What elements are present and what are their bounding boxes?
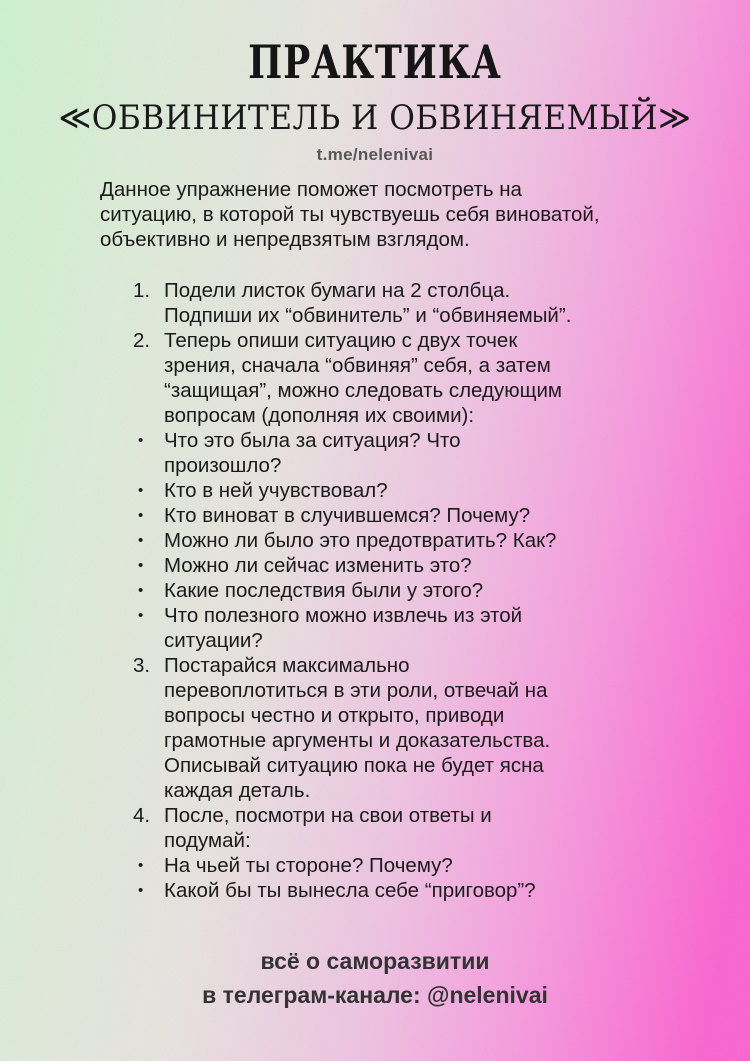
list-item — [133, 503, 750, 528]
page-subtitle — [0, 98, 750, 138]
exercise-list — [133, 278, 750, 903]
intro-paragraph: Данное упражнение поможет посмотреть на ситуацию, в которой ты чувствуешь себя виноватой, объективно и непредвзятым взглядом. — [100, 178, 600, 251]
list-item-text: Кто виноват в случившемся? Почему? — [164, 504, 531, 527]
page-title — [0, 38, 750, 88]
list-item-text: Что полезного можно извлечь из этой ситуации? — [164, 604, 523, 652]
list-item — [133, 578, 750, 603]
list-item-text: Теперь опиши ситуацию с двух точек зрения, сначала “обвиняя” себя, а затем “защищая”, можно следовать следующим вопросам (дополняя их своими): — [164, 329, 562, 427]
list-item — [133, 478, 750, 503]
list-item-marker: • — [138, 607, 144, 624]
list-item-marker: • — [138, 857, 144, 874]
list-item-text: Постарайся максимально перевоплотиться в эти роли, отвечай на вопросы честно и открыто, приводи грамотные аргументы и доказательства. Описывай ситуацию пока не будет ясна каждая деталь. — [164, 654, 551, 802]
list-item — [133, 878, 750, 903]
page-subtitle-text: ≪ОБВИНИТЕЛЬ И ОБВИНЯЕМЫЙ≫ — [58, 98, 692, 138]
list-item-text: После, посмотри на свои ответы и подумай: — [164, 804, 492, 852]
list-item — [133, 803, 750, 853]
list-item-text: Можно ли сейчас изменить это? — [164, 554, 472, 577]
list-item — [133, 653, 750, 803]
list-item-marker: • — [138, 482, 144, 499]
list-item-marker: • — [138, 432, 144, 449]
list-item-text: Можно ли было это предотвратить? Как? — [164, 529, 557, 552]
list-item — [133, 278, 750, 328]
list-item-marker: 2. — [133, 329, 151, 352]
list-item-marker: 1. — [133, 279, 151, 302]
footer-channel: в телеграм-канале: @nelenivai — [202, 982, 548, 1008]
list-item — [133, 603, 750, 653]
list-item-marker: • — [138, 532, 144, 549]
list-item-marker: • — [138, 507, 144, 524]
list-item — [133, 528, 750, 553]
list-item-text: Подели листок бумаги на 2 столбца. Подпиши их “обвинитель” и “обвиняемый”. — [164, 279, 572, 327]
list-item-text: Какие последствия были у этого? — [164, 579, 484, 602]
list-item-text: Кто в ней учувствовал? — [164, 479, 388, 502]
list-item-marker: • — [138, 582, 144, 599]
list-item-marker: • — [138, 557, 144, 574]
list-item-marker: 4. — [133, 804, 151, 827]
footer — [0, 945, 750, 1013]
list-item-marker: 3. — [133, 654, 151, 677]
list-item-marker: • — [138, 882, 144, 899]
page-title-text: ПРАКТИКА — [248, 36, 502, 90]
list-item — [133, 428, 750, 478]
list-item-text: Что это была за ситуация? Что произошло? — [164, 429, 461, 477]
list-item — [133, 328, 750, 428]
list-item-text: Какой бы ты вынесла себе “приговор”? — [164, 879, 536, 902]
footer-tagline: всё о саморазвитии — [260, 948, 490, 974]
list-item — [133, 553, 750, 578]
list-item-text: На чьей ты стороне? Почему? — [164, 854, 453, 877]
list-item — [133, 853, 750, 878]
telegram-link: t.me/nelenivai — [316, 145, 434, 164]
